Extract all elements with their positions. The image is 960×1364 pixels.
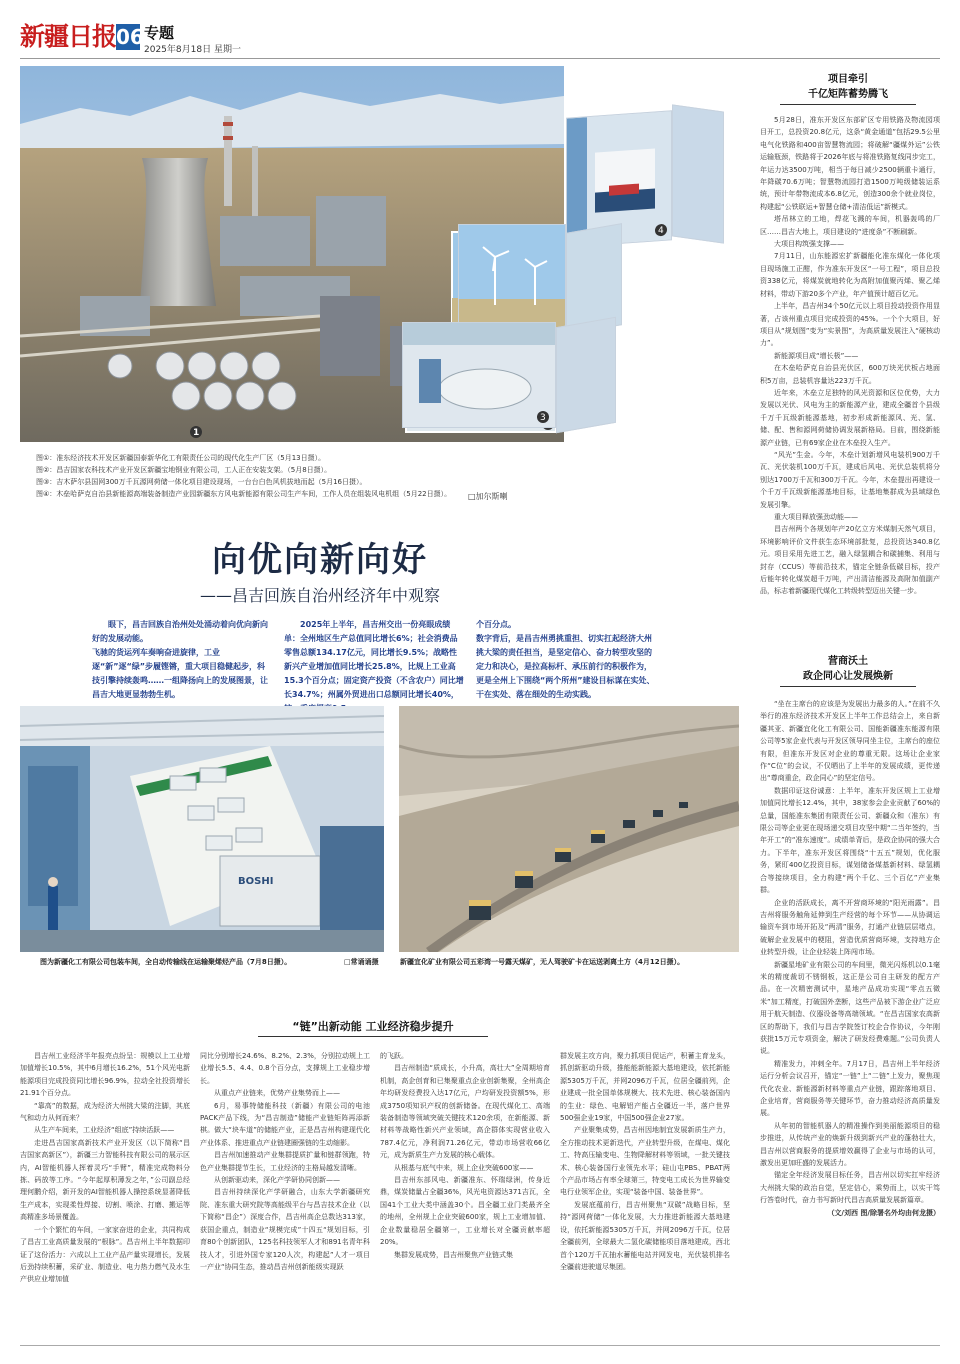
hero-caption-4: 图④：木垒哈萨克自治县新能源高端装备制造产业园新疆东方风电新能源有限公司生产车间，工作人员在组装风电机组（5月22日摄）。 xyxy=(36,490,452,498)
paragraph: 6月，易事特储能科技（新疆）有限公司的电池PACK产品下线，为“昌吉制造”储能产业链矩阵再添新棋。做大“块车道”的储能产业，正是昌吉州构建现代化产业体系、推进重点产业链建圈强链的生动缩影。 xyxy=(200,1101,370,1147)
page-number: 06 xyxy=(116,25,144,49)
paragraph: 一个个繁忙的车间，一家家奋进的企业，共同构成了昌吉工业高质量发展的“根脉”。昌吉州上半年数据印证了这份活力：六成以上工业产品产量实现增长，发展后劲持续积蓄，采矿业、制造业、电力热力燃气及水生产供应业增加值 xyxy=(20,1225,190,1284)
photo-packaging-line xyxy=(20,706,384,952)
chain-column-4 xyxy=(560,1050,730,1273)
banner-line-1: 营商沃土 xyxy=(828,656,868,667)
paragraph: 近年来，木垒立足独特的风光资源和区位优势，大力发展以光伏、风电为主的新能源产业，建成全疆首个县级千万千瓦级新能源基地，初步形成新能源风、光、氢、储、配、售和源网荷储协调发展新格局。目前，围绕新能源产业链，已有69家企业在木垒投入生产。 xyxy=(760,388,940,447)
paragraph: 产业聚集成势，昌吉州因地制宜发展新质生产力，全方推动技术更新迭代，产业转型升级，在煤电、煤化工、特高压输变电、生物降解材料等领域，一批关键技术、核心装备国行业领先水平；硅山屯PBS、PBAT两个产品市场占有率全球第三，特变电工成长为世界输变电行业领军企业，实现“装备中国、装备世界”。 xyxy=(560,1126,730,1197)
paragraph: “坐在主席台的应该是为发展出力最多的人。”在前不久举行的准东经济技术开发区上半年工作总结会上，来自新疆其亚、新疆宜化化工有限公司、国能新疆准东能源有限公司等5家企业代表与开发区领导同坐主位，主席台的座位有限，但准东开发区对企业的尊重无限。这场让企业家作“C位”的会议，不仅晒出了上半年的发展成绩，更传递出“尊商重企，政企同心”的坚定信号。 xyxy=(760,700,940,783)
section-title: 专题 xyxy=(144,24,175,42)
chain-column-3 xyxy=(380,1050,550,1261)
inset-photo-factory xyxy=(402,322,556,428)
banner-line-2: 政企同心让发展焕新 xyxy=(803,671,893,682)
inset-side-1 xyxy=(672,104,724,243)
paragraph: 精准发力，冲刺全年。7月17日，昌吉州上半年经济运行分析会议召开，锚定“一链”上“二链”上发力，聚焦现代化农业、新能源新材料等重点产业链，跟踪落地项目、企业培育，营商服务等关键环节，奋力推动经济高质量发展。 xyxy=(760,1059,940,1118)
paragraph: 昌吉州工业经济半年报亮点纷呈：规模以上工业增加值增长10.5%，其中6月增长16.2%，51个风光电新能源项目完成投资同比增长96.9%，拉动全社投资增长21.91个百分点。 xyxy=(20,1052,190,1098)
lead-paragraph: 2025年上半年，昌吉州交出一份亮眼成绩单：全州地区生产总值同比增长6%；社会消费品零售总额134.17亿元，同比增长9.5%；战略性新兴产业增加值同比增长25.8%，比规上工业高15.3个百分点；固定资产投资（不含农户）同比增长34.7%；州属外贸进出口总额同比增长40%， xyxy=(284,620,464,699)
banner-underline xyxy=(780,686,916,687)
bottom-rule xyxy=(20,1345,940,1346)
paragraph: 同比分别增长24.6%、8.2%、2.3%，分别拉动规上工业增长5.5、4.4、0.8个百分点，支撑规上工业稳步增长。 xyxy=(200,1052,370,1085)
chain-column-1 xyxy=(20,1050,190,1286)
machine-brand-label: BOSHI xyxy=(238,876,274,887)
lead-column-2 xyxy=(284,618,464,716)
main-headline: 向优向新向好 xyxy=(212,540,428,580)
lead-paragraph: 个百分点。 数字背后，是昌吉州勇挑重担、切实扛起经济大州挑大梁的责任担当，是坚定信心、奋力转型攻坚的定力和决心，是拉高标杆、承压前行的积极作为，更是全州上下围绕“两个所州”建设目标谋在实处、干在实处、落在细处的生动实践。 xyxy=(476,620,655,699)
paragraph: 在木垒哈萨克自治县光伏区，600万块光伏板占地面积5万亩，总装机容量达223万千瓦。 xyxy=(760,364,940,385)
inset-side-3 xyxy=(556,317,616,434)
inset-photo-turbines xyxy=(458,224,566,330)
photo-packaging-credit: □常诵诵摄 xyxy=(344,958,379,966)
section-underline xyxy=(258,1036,488,1037)
svg-text:4: 4 xyxy=(658,225,664,237)
paragraph: 走进昌吉国家高新技术产业开发区（以下简称“昌吉国家高新区”），新疆三力智能科技有限公司的展示区内，AI智能机器人挥着灵巧“手臂”，精准完成物料分拣、码放等工序。“今年起厚积薄发之年，”公司副总经理何鹏介绍，新开发的AI智能机器人操控系统显著降低生产成本，实现柔性焊接、切割、喷涂、打磨、搬运等高精准多场景覆盖。 xyxy=(20,1138,190,1222)
paragraph: 新能源项目成“增长极”—— xyxy=(774,351,859,360)
photo-mining-caption: 新疆宜化矿业有限公司五彩湾一号露天煤矿，无人驾驶矿卡在运送剥离土方（4月12日摄）。 xyxy=(400,958,685,966)
hero-caption-3: 图③：吉木萨尔县国网300万千瓦源网荷储一体化项目建设现场，一台台白色风机拔地而起（5月16日摄）。 xyxy=(36,478,367,486)
paragraph: 从根基与底气中来，规上企业突破600家—— xyxy=(394,1163,534,1172)
paragraph: 发展底蕴前行，昌吉州聚焦“双碳”战略目标，坚持“源网荷储”一体化发展，大力推进新能源大基地建设，依托新能源5305万千瓦，并网2096万千瓦，位居全疆前列，全球最大二氢化碳储能项目落地建成，西北首个120万千瓦抽水蓄能电站并网发电，光伏装机排名全疆前进驶道尽集团。 xyxy=(560,1200,730,1271)
byline: （文/刘西 图/除署名外均由何龙摄） xyxy=(827,1208,940,1217)
paragraph: 从生产车间来，工业经济“组底”持续活跃—— xyxy=(34,1126,175,1135)
paragraph: 昌吉州加速推动产业集群提质扩量和链群领跑，特色产业集群提节生长，工业经济的主格局越发清晰。 xyxy=(200,1151,370,1172)
paragraph: 企业的活跃成长，离不开营商环境的“阳光雨露”。昌吉州将服务触角延伸到生产经营的每个环节——从协调运输资车到市场开拓及“两清”服务，打通产业链层层堵点，破解企业发展中的梗阻，营造优质营商环境，支持地方企业转型升级，让企业轻装上阵闯市场。 xyxy=(760,898,940,957)
paragraph: 从年初的智能机器人的精准操作到美丽能源项目的稳步推进，从传统产业的焕新升级到新兴产业的蓬勃壮大，昌吉州以营商服务的提质增效赢得了企业与市场的认可，激发出更加旺盛的发展活力。 xyxy=(760,1121,940,1168)
paragraph: 昌吉州制造“质成长，小升高，高壮大”全周期培育机制，高企创育和已集聚重点企业创新集聚，全州高企年均研发经费投入达17亿元，户均研发投资额5%，形成3750项知识产权的创新储备。在现代煤化工、高端装备制造等领域突破关键技术120余项，在新能源、新材料等战略性新兴产业领域，高企群体实现营业收入787.4亿元，净利润71.26亿元，带动市场营收66亿元，成为新质生产力发展的核心载体。 xyxy=(380,1064,550,1160)
paragraph: 昌吉州东部风电、新疆准东、怀瑞绿洲，传身近鼎，煤炭储量占全疆36%，风光电资源达371吉瓦，全国41个工业大类中涵盖30个。昌全疆工业门类最齐全的地州，全州规上企业突破600家，规上工业增加值、企业数量稳居全疆第一，工业增长对全疆贡献率超20%。 xyxy=(380,1176,550,1247)
main-subheadline: ——昌吉回族自治州经济年中观察 xyxy=(199,586,440,605)
paragraph: 上半年，昌吉州34个50亿元以上项目投动投资作用显著，占该州重点项目完成投资的45%。一个个大项目，好项目从“规划图”变为“实景图”，为高质量发展注入“硬核动力”。 xyxy=(760,302,940,348)
banner-project xyxy=(756,70,940,102)
svg-text:3: 3 xyxy=(540,413,546,423)
hero-photo-credit: □加尔斯喇 xyxy=(468,492,508,501)
top-rule xyxy=(20,58,940,59)
paragraph: 重大项目释放强劲动能—— xyxy=(774,513,858,521)
hero-captions xyxy=(36,452,536,500)
paragraph: 群发展主攻方向，聚力抓项目促运产，积蓄主育龙头，抓创新驱动升级，推能能新能源大基地建设，依托新能源5305万千瓦，并网2096万千瓦，位居全疆前列，企业建成一批全国单体规模大、技术先进、核心装备国内的生业：绿色、电解铝产能占全疆近一半，落户世界500强企业19家，中国500强企业27家。 xyxy=(560,1052,730,1123)
banner-underline xyxy=(780,104,916,105)
right-column-top xyxy=(760,114,940,598)
issue-date: 2025年8月18日 星期一 xyxy=(144,45,241,55)
paragraph: 7月11日，山东能源宏扩新疆能化准东煤化一体化项目现场施工正酣，作为准东开发区“一号工程”，项目总投资338亿元，将煤炭就地转化为高附加值聚丙烯、聚乙烯材料，带动下游20多个产业，年产值预计超百亿元。 xyxy=(760,252,940,298)
paragraph: 从重点产业链来，优势产业集势而上—— xyxy=(214,1089,340,1098)
paragraph: 大项目构筑强支撑—— xyxy=(774,240,844,249)
hero-caption-1: 图①：准东经济技术开发区新疆国泰新华化工有限责任公司的现代化生产厂区（5月13日摄）。 xyxy=(36,454,326,462)
paragraph: 塔吊林立的工地，焊花飞溅的车间，机器轰鸣的厂区……昌吉大地上，项目建设的“进度条”不断刷新。 xyxy=(760,215,940,236)
lead-column-3 xyxy=(476,618,656,702)
paragraph: 的飞跃。 xyxy=(380,1052,408,1060)
paragraph: 5月28日，准东开发区东部矿区专用铁路及物流园项目开工，总投资20.8亿元，这条“黄金通道”包括29.5公里电气化铁路和400亩智慧物流园；将破解“疆煤外运”公铁运输瓶颈，铁路将于2026年底与将准铁路复线同步完工，年运力达3500万吨，相当于每日减少2500辆重卡通行，年降碳70.6万吨；智慧物流园打造1500万吨级储装运系统，预计年带物流成本6.8亿元，创造300余个就业岗位，构建起“公铁联运+智慧仓储+清洁低运”新模式。 xyxy=(760,116,940,211)
banner-line-1: 项目牵引 xyxy=(828,74,868,85)
chain-column-2 xyxy=(200,1050,370,1273)
paragraph: 数据印证这份诚意：上半年，准东开发区规上工业增加值同比增长12.4%，其中，38家参会企业贡献了60%的总量，国能准东集团有限责任公司、新疆众和（准东）有限公司等企业更在现场递交项目攻坚中期“二当年签约，当年开工”的“准东速度”。成绩单背后，是政企协同的强大合力。下半年，准东开发区将围绕“十五五”规划，优化服务，紧盯400亿投资目标，谋划储备煤基新材料、绿氢耦合等接续项目，全力构建“两个千亿、三个百亿”产业集群。 xyxy=(760,786,940,895)
paragraph: 集群发展成势，昌吉州聚焦产业链式集 xyxy=(394,1250,513,1259)
right-column-mid xyxy=(760,698,940,1219)
svg-text:1: 1 xyxy=(193,428,200,438)
section-heading-chain: “链”出新动能 工业经济稳步提升 xyxy=(292,1020,454,1033)
paragraph: “靠高”的数据，成为经济大州挑大梁的注脚，其底气和动力从何而来？ xyxy=(20,1101,190,1123)
lead-column-1 xyxy=(92,618,272,702)
paragraph: 新疆星地矿业有限公司的车间里，微光闪烁机以0.1毫米的精度裁切不锈钢板，这正是公司自主研发的配方产品。在一次精密测试中，星地产品成功实现“零点五微米”加工精度，打破国外垄断，这些产品被下游企业广泛应用于航天制造、仪器设备等高端领域。“在昌吉国家农高新区的帮助下，我们与昌吉学院签订校企合作协议，今年刚获批15万元专项资金，解决了研发经费难题。”公司负责人说。 xyxy=(760,960,940,1056)
masthead-logo: 新疆日报 xyxy=(20,22,117,51)
paragraph: 从创新驱动来，深化产学研协同创新—— xyxy=(214,1176,340,1185)
banner-line-2: 千亿矩阵蓄势腾飞 xyxy=(808,89,888,100)
paragraph: 锚定全年经济发展目标任务，昌吉州以切实扛牢经济大州挑大梁的政治自觉，坚定信心，乘势而上，以实干笃行答卷时代，奋力书写新时代昌吉高质量发展新篇章。 xyxy=(760,1171,940,1205)
paragraph: 昌吉州两个各规划年产20亿立方米煤制天然气项目，环境影响评价文件获生态环境部批复，总投资达340.8亿元。项目采用先进工艺，融入绿氢耦合和碳捕集、利用与封存（CCUS）等前沿技术，锚定全链条低碳目标，投产后能年转化煤炭超千万吨，产出清洁能源及高附加值副产品，标志着新疆现代煤化工转级转型迈出关键一步。 xyxy=(760,525,940,596)
photo-packaging-caption: 图为新疆化工有限公司包装车间，全自动传输线在运输聚烯烃产品（7月8日摄）。 xyxy=(40,958,292,966)
lead-paragraph: 眼下，昌吉回族自治州处处涌动着向优向新向好的发展动能。 飞驰的货运列车奏响奋进旋律，工业逐“新”逐“绿”步履铿锵，重大项目稳健起步，科技引擎持续轰鸣……一组降扬向上的发展图景，让昌吉大地更显勃勃生机。 xyxy=(92,620,268,699)
photo-mining-trucks xyxy=(399,706,739,952)
paragraph: “风光”生金。今年，木垒计划新增风电装机900万千瓦、光伏装机100万千瓦，建成后风电、光伏总装机将分别达1700万千瓦和300万千瓦。今年，木垒提出再建设一个千万千瓦级新能源基地目标，让基地集群成为县域绿色发展引擎。 xyxy=(760,450,940,509)
hero-caption-2: 图②：昌吉国家农科技术产业开发区新疆宝地钢业有限公司，工人正在安装支架。（5月8日摄）。 xyxy=(36,466,332,474)
banner-business xyxy=(756,652,940,684)
paragraph: 昌吉州持续深化产学研融合，山东大学新疆研究院、准东重大研究院等高能级平台与昌吉技术企业（以下简称“昌企”）深度合作，昌吉州高企总数达313家，获国企重点，制造业“规模完成”十四五“规划目标，引育80个创新团队，125名科技领军人才和891名青年科技人才，引进外国专家120人次，构建起”人才一项目一产业“协同生态，推动昌吉州创新能级实现跃 xyxy=(200,1188,370,1271)
